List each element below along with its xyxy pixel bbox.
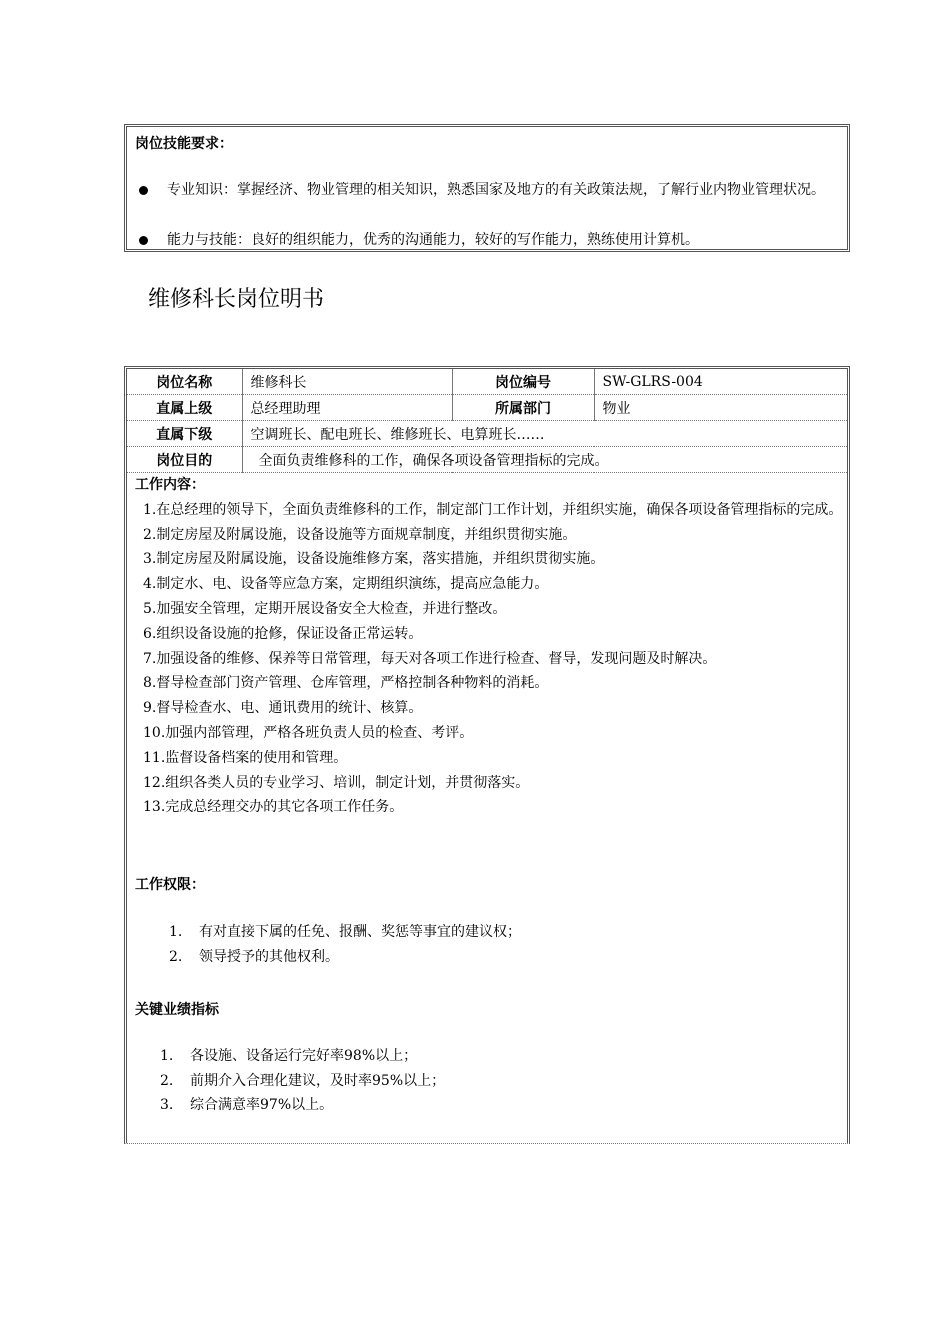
list-item: 2.制定房屋及附属设施，设备设施等方面规章制度，并组织贯彻实施。 [143, 526, 577, 543]
department-label: 所属部门 [452, 395, 594, 421]
list-item: 13.完成总经理交办的其它各项工作任务。 [143, 799, 404, 816]
skills-heading: 岗位技能要求： [135, 136, 233, 152]
authority-section [135, 874, 839, 894]
authority-list [169, 920, 839, 969]
list-number: 1. [169, 924, 183, 940]
list-item: 4.制定水、电、设备等应急方案，定期组织演练，提高应急能力。 [143, 576, 549, 593]
list-text: 领导授予的其他权利。 [199, 948, 339, 965]
list-item: 6.组织设备设施的抢修，保证设备正常运转。 [143, 625, 423, 642]
bullet-icon [139, 186, 148, 195]
position-code-value: SW-GLRS-004 [594, 369, 847, 395]
duties-section [135, 473, 843, 820]
list-item: 7.加强设备的维修、保养等日常管理，每天对各项工作进行检查、督导，发现问题及时解决。 [143, 650, 717, 667]
list-item [169, 945, 839, 970]
list-item [169, 920, 839, 945]
department-value: 物业 [594, 395, 847, 421]
job-description-section [124, 366, 850, 1144]
table-row [127, 447, 847, 473]
list-item: 1.在总经理的领导下，全面负责维修科的工作，制定部门工作计划，并组织实施，确保各项设备管理指标的完成。 [143, 501, 843, 518]
authority-heading: 工作权限： [135, 877, 205, 893]
position-code-label: 岗位编号 [452, 369, 594, 395]
job-info-table [127, 369, 847, 473]
list-item [160, 1069, 839, 1094]
list-text: 有对直接下属的任免、报酬、奖惩等事宜的建议权； [199, 924, 521, 940]
skills-section [124, 124, 850, 252]
list-text: 前期介入合理化建议，及时率95%以上； [190, 1072, 446, 1089]
list-item [160, 1093, 839, 1118]
list-item: 10.加强内部管理，严格各班负责人员的检查、考评。 [143, 724, 474, 741]
table-row [127, 395, 847, 421]
list-item: 3.制定房屋及附属设施，设备设施维修方案，落实措施，并组织贯彻实施。 [143, 551, 605, 568]
duties-heading: 工作内容： [135, 477, 205, 493]
list-item: 11.监督设备档案的使用和管理。 [143, 749, 348, 766]
document-title: 维修科长岗位明书 [148, 287, 325, 312]
purpose-value: 全面负责维修科的工作，确保各项设备管理指标的完成。 [242, 447, 847, 473]
list-text: 综合满意率97%以上。 [190, 1097, 334, 1113]
table-row [127, 369, 847, 395]
subordinates-label: 直属下级 [127, 421, 242, 447]
skills-bullet-item [135, 177, 839, 203]
list-number: 3. [160, 1097, 174, 1113]
list-item: 5.加强安全管理，定期开展设备安全大检查，并进行整改。 [143, 600, 507, 617]
position-name-label: 岗位名称 [127, 369, 242, 395]
kpi-section [135, 999, 839, 1019]
list-number: 2. [169, 948, 183, 965]
subordinates-value: 空调班长、配电班长、维修班长、电算班长…… [242, 421, 847, 447]
list-number: 2. [160, 1072, 174, 1089]
position-name-value: 维修科长 [242, 369, 452, 395]
superior-value: 总经理助理 [242, 395, 452, 421]
superior-label: 直属上级 [127, 395, 242, 421]
list-item: 12.组织各类人员的专业学习、培训，制定计划，并贯彻落实。 [143, 774, 530, 791]
list-item: 8.督导检查部门资产管理、仓库管理，严格控制各种物料的消耗。 [143, 675, 549, 692]
skills-bullet-text: 能力与技能：良好的组织能力，优秀的沟通能力，较好的写作能力，熟练使用计算机。 [167, 232, 699, 248]
kpi-list [160, 1044, 839, 1118]
skills-bullet-item [135, 227, 839, 253]
bullet-icon [139, 236, 148, 245]
purpose-label: 岗位目的 [127, 447, 242, 473]
skills-bullet-text: 专业知识：掌握经济、物业管理的相关知识，熟悉国家及地方的有关政策法规，了解行业内物业管理状况。 [167, 182, 825, 198]
list-text: 各设施、设备运行完好率98%以上； [190, 1048, 418, 1064]
list-item [160, 1044, 839, 1069]
kpi-heading: 关键业绩指标 [135, 1002, 219, 1018]
table-row [127, 421, 847, 447]
list-item: 9.督导检查水、电、通讯费用的统计、核算。 [143, 700, 423, 717]
list-number: 1. [160, 1048, 174, 1064]
